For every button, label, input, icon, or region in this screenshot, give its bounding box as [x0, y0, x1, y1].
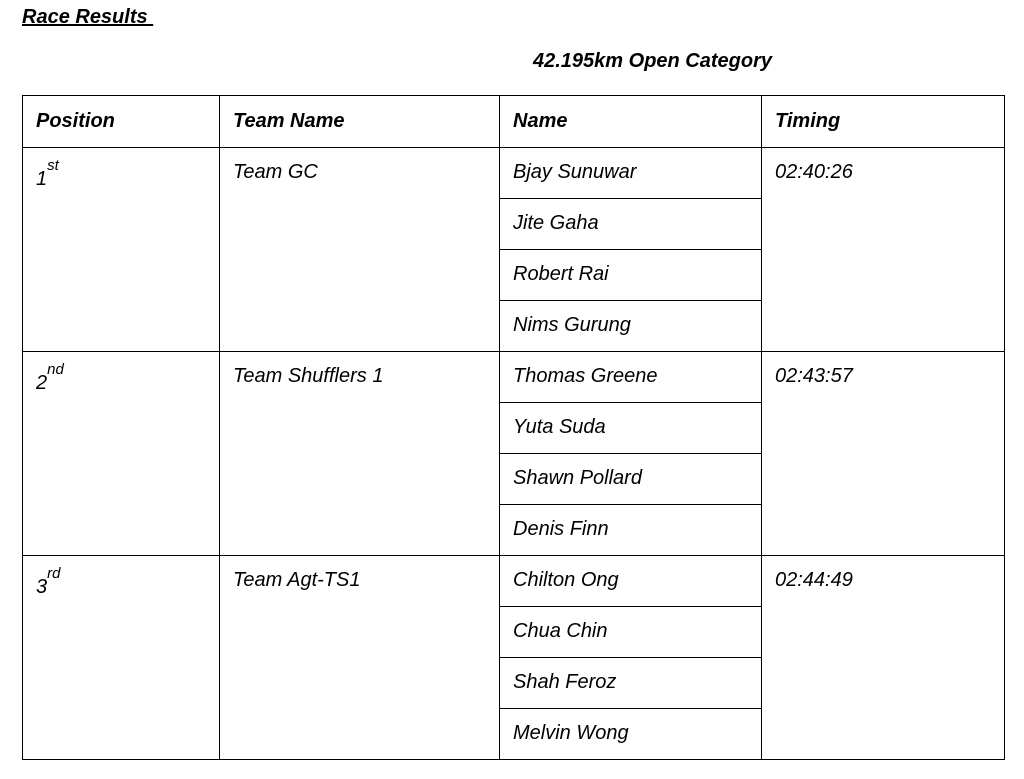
- timing-cell: 02:43:57: [762, 352, 1005, 556]
- position-cell: [23, 352, 220, 556]
- member-name: Melvin Wong: [500, 709, 762, 760]
- member-name: Thomas Greene: [500, 352, 762, 403]
- team-name-cell: Team Shufflers 1: [220, 352, 500, 556]
- header-timing: Timing: [762, 96, 1005, 148]
- position-suffix: rd: [47, 565, 61, 582]
- timing-cell: 02:44:49: [762, 556, 1005, 760]
- position-cell: [23, 556, 220, 760]
- member-name: Chilton Ong: [500, 556, 762, 607]
- member-name: Nims Gurung: [500, 301, 762, 352]
- member-name: Robert Rai: [500, 250, 762, 301]
- team-name-cell: Team GC: [220, 148, 500, 352]
- results-table: [22, 95, 1005, 760]
- table-row: [23, 556, 1005, 607]
- position-suffix: st: [47, 157, 59, 174]
- header-team-name: Team Name: [220, 96, 500, 148]
- table-row: [23, 352, 1005, 403]
- position-number: 3: [36, 576, 48, 598]
- member-name: Bjay Sunuwar: [500, 148, 762, 199]
- position-number: 1: [36, 168, 48, 190]
- member-name: Shawn Pollard: [500, 454, 762, 505]
- team-name-cell: Team Agt-TS1: [220, 556, 500, 760]
- category-heading: 42.195km Open Category: [533, 50, 772, 72]
- timing-cell: 02:40:26: [762, 148, 1005, 352]
- document-title: Race Results: [22, 6, 154, 28]
- table-row: [23, 148, 1005, 199]
- member-name: Denis Finn: [500, 505, 762, 556]
- member-name: Yuta Suda: [500, 403, 762, 454]
- position-suffix: nd: [47, 361, 64, 378]
- position-cell: [23, 148, 220, 352]
- header-name: Name: [500, 96, 762, 148]
- position-number: 2: [36, 372, 48, 394]
- header-position: Position: [23, 96, 220, 148]
- member-name: Jite Gaha: [500, 199, 762, 250]
- header-row: [23, 96, 1005, 148]
- member-name: Shah Feroz: [500, 658, 762, 709]
- member-name: Chua Chin: [500, 607, 762, 658]
